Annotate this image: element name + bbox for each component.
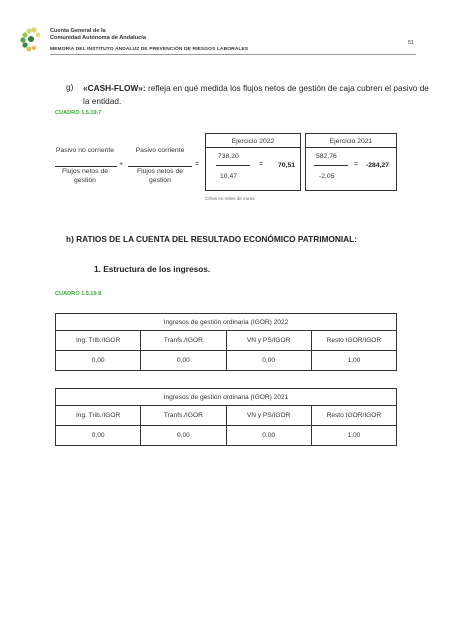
- header-tranfs: Tranfs./IGOR: [141, 331, 226, 351]
- cf-2021-numerator: 582,76: [316, 153, 337, 160]
- plus-sign: +: [119, 161, 124, 168]
- cf-2021-equals: =: [354, 161, 359, 168]
- units-note: Cifras en miles de euros: [205, 196, 255, 201]
- cf-2022-result: 70,51: [278, 162, 296, 169]
- fraction-bar-1: [55, 166, 117, 167]
- ejercicio-2022-header: Ejercicio 2022: [231, 138, 275, 145]
- table-row: [56, 426, 397, 446]
- header-vn-ps: VN y PS/IGOR: [226, 406, 311, 426]
- value-resto: 1,00: [311, 351, 396, 371]
- value-vn-ps: 0,00: [226, 351, 311, 371]
- value-ing-trib: 0,00: [56, 351, 141, 371]
- value-resto: 1,00: [311, 426, 396, 446]
- igor-2021-title: Ingresos de gestión ordinaria (IGOR) 2021: [56, 389, 397, 406]
- header-ing-trib: Ing. Trib./IGOR: [56, 331, 141, 351]
- section-h-title: h) RATIOS DE LA CUENTA DEL RESULTADO ECONÓMICO PATRIMONIAL:: [66, 234, 357, 244]
- cf-2021-denominator: -2,05: [319, 173, 335, 180]
- igor-2021-table: [55, 388, 397, 446]
- cf-header-rule-2022: [205, 147, 301, 148]
- section-h-subtitle: 1. Estructura de los ingresos.: [94, 264, 211, 274]
- cash-flow-description: refleja en qué medida los flujos netos de gestión de caja cubren el pasivo de la entidad.: [83, 83, 429, 106]
- cf-2022-equals: =: [259, 161, 264, 168]
- formula-num1: Pasivo no corriente: [55, 147, 115, 154]
- header-org-line2: Comunidad Autónoma de Andalucía: [50, 35, 146, 41]
- cash-flow-term: «CASH-FLOW»:: [83, 83, 146, 93]
- section-g-paragraph: [83, 82, 433, 108]
- table-row: [56, 351, 397, 371]
- ejercicio-2021-header: Ejercicio 2021: [329, 138, 373, 145]
- cf-2022-denominator: 10,47: [220, 173, 238, 180]
- igor-2022-table: [55, 313, 397, 371]
- junta-andalucia-logo: [20, 26, 46, 52]
- header-ing-trib: Ing. Trib./IGOR: [56, 406, 141, 426]
- formula-num2: Pasivo corriente: [135, 147, 185, 154]
- header-org-line1: Cuenta General de la: [50, 28, 106, 34]
- header-vn-ps: VN y PS/IGOR: [226, 331, 311, 351]
- fraction-bar-2: [128, 166, 192, 167]
- igor-2022-title: Ingresos de gestión ordinaria (IGOR) 2022: [56, 314, 397, 331]
- formula-den1: Flujos netos de gestión: [61, 168, 109, 184]
- header-subtitle: MEMORIA DEL INSTITUTO ANDALUZ DE PREVENCIÓN DE RIESGOS LABORALES: [50, 47, 249, 52]
- page-number: 51: [408, 40, 415, 46]
- header-tranfs: Tranfs./IGOR: [141, 406, 226, 426]
- cuadro-label-2: CUADRO 1.5.19.8: [55, 291, 102, 297]
- header-resto: Resto IGOR/IGOR: [311, 331, 396, 351]
- cf-2022-numerator: 738,20: [218, 153, 239, 160]
- value-vn-ps: 0,00: [226, 426, 311, 446]
- header-resto: Resto IGOR/IGOR: [311, 406, 396, 426]
- equals-sign: =: [195, 161, 200, 168]
- cf-2021-bar: [314, 165, 348, 166]
- value-ing-trib: 0,00: [56, 426, 141, 446]
- section-g-label: g): [66, 82, 74, 92]
- header-org: [50, 28, 146, 42]
- value-tranfs: 0,00: [141, 426, 226, 446]
- cf-header-rule-2021: [305, 147, 397, 148]
- cuadro-label-1: CUADRO 1.5.19.7: [55, 110, 102, 116]
- value-tranfs: 0,00: [141, 351, 226, 371]
- formula-den2: Flujos netos de gestión: [136, 168, 184, 184]
- header-divider: [50, 54, 416, 55]
- cf-2021-result: -284,27: [366, 162, 390, 169]
- cf-2022-bar: [216, 165, 250, 166]
